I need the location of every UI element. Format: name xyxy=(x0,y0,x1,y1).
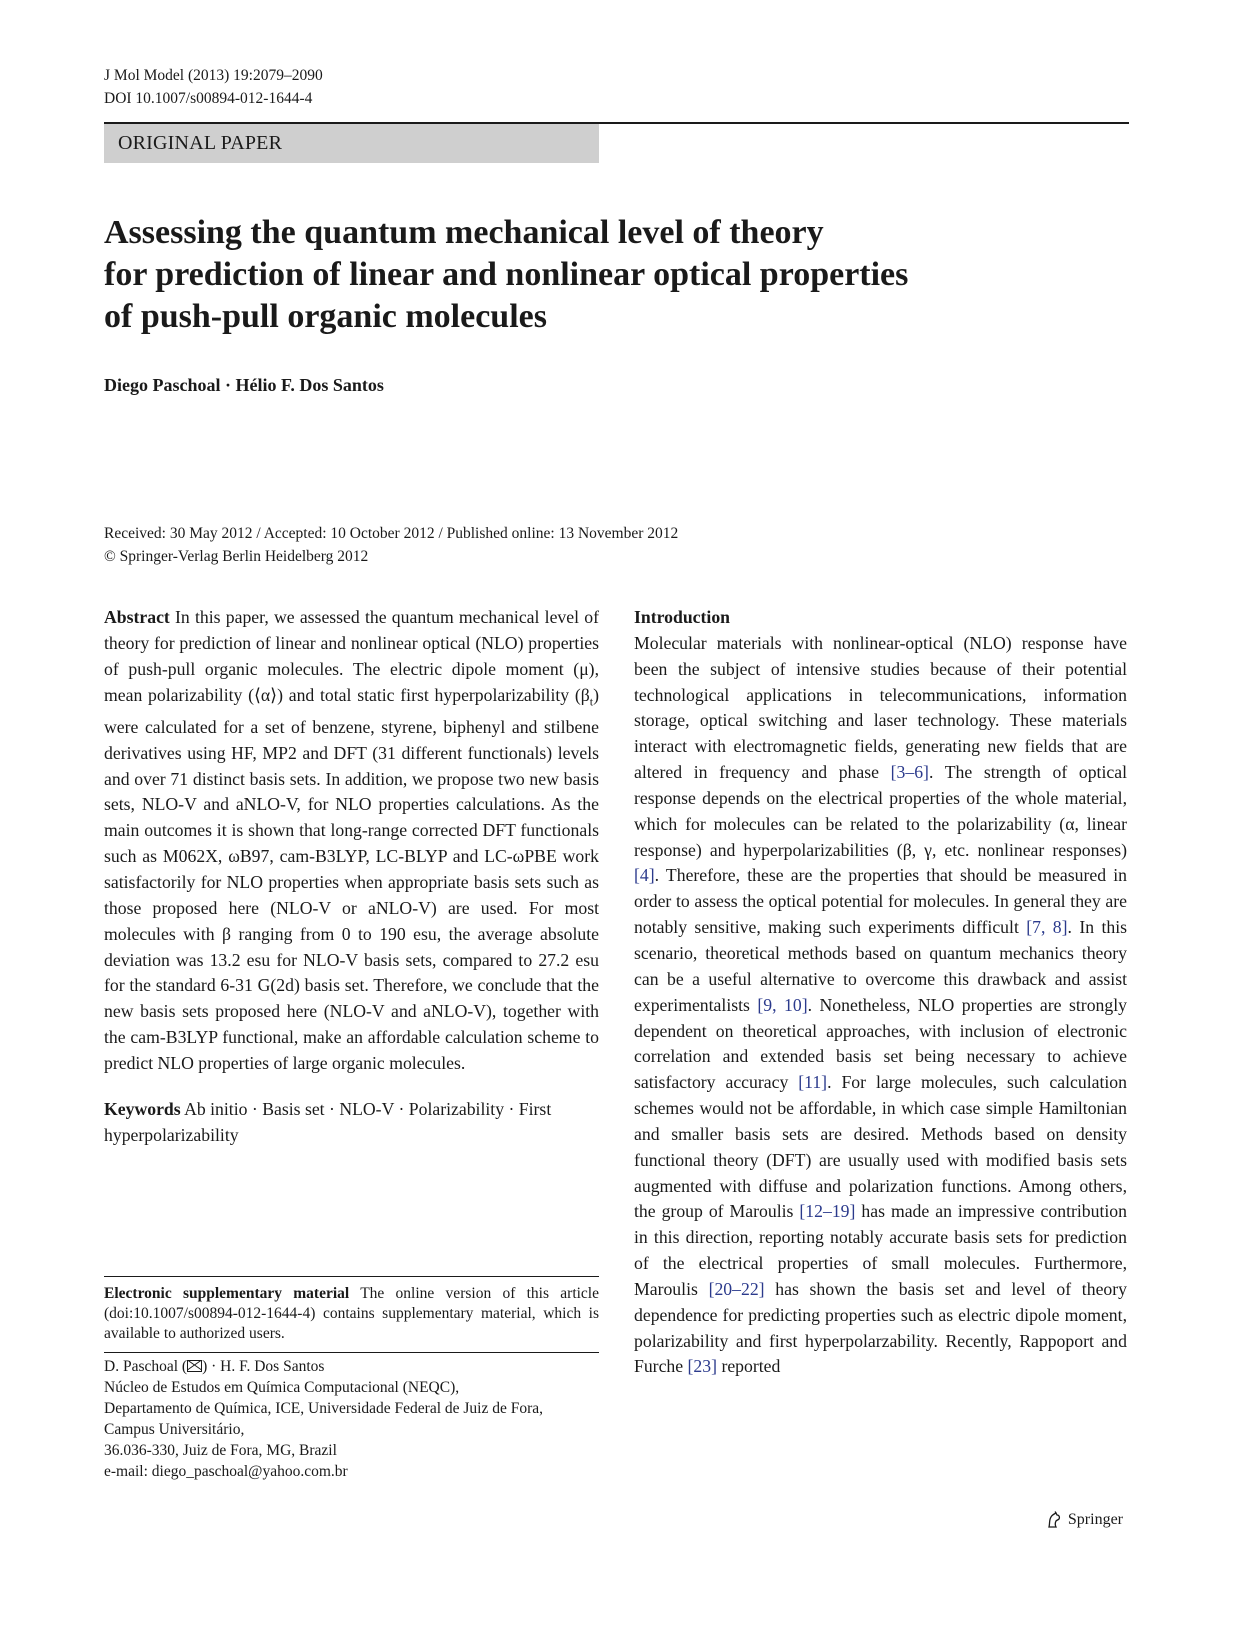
reference-link[interactable]: [3–6] xyxy=(890,762,929,783)
intro-text: Molecular materials with nonlinear-optical (NLO) response have been the subject of intensive studies because of their potential technological applications in telecommunications, information storage, optical switching and laser technology. These materials interact with electromagnetic fields, generating new fields that are altered in frequency and phase xyxy=(634,632,1127,783)
abstract-subscript: t xyxy=(589,694,594,709)
reference-link[interactable]: [12–19] xyxy=(799,1201,856,1222)
doi[interactable]: DOI 10.1007/s00894-012-1644-4 xyxy=(104,90,313,107)
springer-horse-icon xyxy=(1046,1511,1062,1529)
keywords-text: Ab initio · Basis set · NLO-V · Polarizability · First hyperpolarizability xyxy=(104,1098,552,1145)
affiliation-email[interactable]: e-mail: diego_paschoal@yahoo.com.br xyxy=(104,1463,348,1480)
publisher-name: Springer xyxy=(1067,1511,1123,1528)
keywords-label: Keywords xyxy=(104,1098,181,1119)
affiliation-line: Campus Universitário, xyxy=(104,1421,245,1438)
reference-link[interactable]: [7, 8] xyxy=(1026,917,1068,938)
title-line: of push-pull organic molecules xyxy=(104,298,547,335)
intro-text: . Therefore, these are the properties that should be measured in order to assess the optical potential for molecules. In general they are notably sensitive, making such experiments difficult xyxy=(634,865,1127,938)
intro-text: . In this scenario, theoretical methods based on quantum mechanics theory can be a useful alternative to overcome this drawback and assist experimentalists xyxy=(634,917,1128,1015)
reference-link[interactable]: [20–22] xyxy=(708,1278,765,1299)
intro-text: reported xyxy=(717,1356,781,1377)
intro-text: . The strength of optical response depends on the electrical properties of the whole material, which for molecules can be related to the polarizability (α, linear response) and hyperpolarizabilities (β, γ, etc. nonlinear responses) xyxy=(634,762,1127,860)
intro-text: has shown the basis set and level of theory dependence for predicting properties such as electric dipole moment, polarizability and first hyperpolarzability. Recently, Rappoport and Furche xyxy=(634,1278,1127,1377)
publication-dates xyxy=(104,522,678,568)
dates-line: Received: 30 May 2012 / Accepted: 10 October 2012 / Published online: 13 November 2012 xyxy=(104,525,679,542)
intro-text: has made an impressive contribution in this direction, reporting notably accurate basis sets for prediction of the electrical properties of small molecules. Furthermore, Maroulis xyxy=(634,1201,1127,1299)
affiliation-author-text: D. Paschoal ( xyxy=(104,1358,188,1375)
reference-link[interactable]: [11] xyxy=(798,1072,828,1093)
affiliation-line: 36.036-330, Juiz de Fora, MG, Brazil xyxy=(104,1442,337,1459)
title-line: for prediction of linear and nonlinear optical properties xyxy=(104,256,909,293)
left-column xyxy=(104,605,599,1148)
esm-rule xyxy=(104,1276,599,1277)
esm-label: Electronic supplementary material xyxy=(104,1285,350,1302)
affiliation-rule xyxy=(104,1352,599,1353)
affiliation-authors xyxy=(104,1356,599,1377)
copyright-line: © Springer-Verlag Berlin Heidelberg 2012 xyxy=(104,548,369,565)
title-line: Assessing the quantum mechanical level of theory xyxy=(104,214,824,251)
abstract-text: In this paper, we assessed the quantum mechanical level of theory for prediction of linear and nonlinear optical (NLO) properties of push-pull organic molecules. The electric dipole moment (μ), mean polarizability (⟨α⟩) and total static first hyperpolarizability (β xyxy=(104,607,599,705)
affiliation-author-text: ) · H. F. Dos Santos xyxy=(202,1358,325,1375)
abstract xyxy=(104,605,599,1077)
section-label: ORIGINAL PAPER xyxy=(104,124,599,163)
abstract-text: ) were calculated for a set of benzene, styrene, biphenyl and stilbene derivatives using HF, MP2 and DFT (31 different functionals) levels and over 71 distinct basis sets. In addition, we propose two new basis sets, NLO-V and aNLO-V, for NLO properties calculations. As the main outcomes it is shown that long-range corrected DFT functionals such as M062X, ωB97, cam-B3LYP, LC-BLYP and LC-ωPBE work satisfactorily for NLO properties when appropriate basis sets such as those proposed here (NLO-V or aNLO-V) are used. For most molecules with β ranging from 0 to 190 esu, the average absolute deviation was 13.2 esu for NLO-V basis sets, compared to 27.2 esu for the standard 6-31 G(2d) basis set. Therefore, we conclude that the new basis sets proposed here (NLO-V and aNLO-V), together with the cam-B3LYP functional, make an affordable calculation scheme to predict NLO properties of large organic molecules. xyxy=(104,684,599,1073)
envelope-icon xyxy=(187,1360,202,1372)
intro-text: . Nonetheless, NLO properties are strongly dependent on theoretical approaches, with inclusion of electronic correlation and extended basis set being necessary to achieve satisfactory accuracy xyxy=(634,994,1127,1093)
right-column xyxy=(634,605,1127,1380)
introduction-text xyxy=(634,631,1127,1380)
affiliation-line: Departamento de Química, ICE, Universidade Federal de Juiz de Fora, xyxy=(104,1400,544,1417)
affiliation xyxy=(104,1356,599,1482)
intro-text: . For large molecules, such calculation schemes would not be affordable, in which case simple Hamiltonian and smaller basis sets are desired. Methods based on density functional theory (DFT) are usually used with modified basis sets augmented with diffuse and polarization functions. Among others, the group of Maroulis xyxy=(634,1072,1127,1222)
reference-link[interactable]: [9, 10] xyxy=(757,994,808,1015)
introduction-heading: Introduction xyxy=(634,607,730,627)
journal-citation: J Mol Model (2013) 19:2079–2090 xyxy=(104,67,323,84)
reference-link[interactable]: [4] xyxy=(634,865,655,886)
paper-title xyxy=(104,212,1124,338)
abstract-label: Abstract xyxy=(104,607,170,627)
supplementary-note xyxy=(104,1284,599,1344)
keywords xyxy=(104,1097,599,1149)
reference-link[interactable]: [23] xyxy=(687,1356,718,1377)
authors: Diego Paschoal · Hélio F. Dos Santos xyxy=(104,375,384,395)
publisher-logo xyxy=(1046,1511,1123,1529)
esm-text: The online version of this article (doi:10.1007/s00894-012-1644-4) contains supplementary material, which is available to authorized users. xyxy=(104,1285,599,1342)
affiliation-line: Núcleo de Estudos em Química Computacional (NEQC), xyxy=(104,1379,460,1396)
